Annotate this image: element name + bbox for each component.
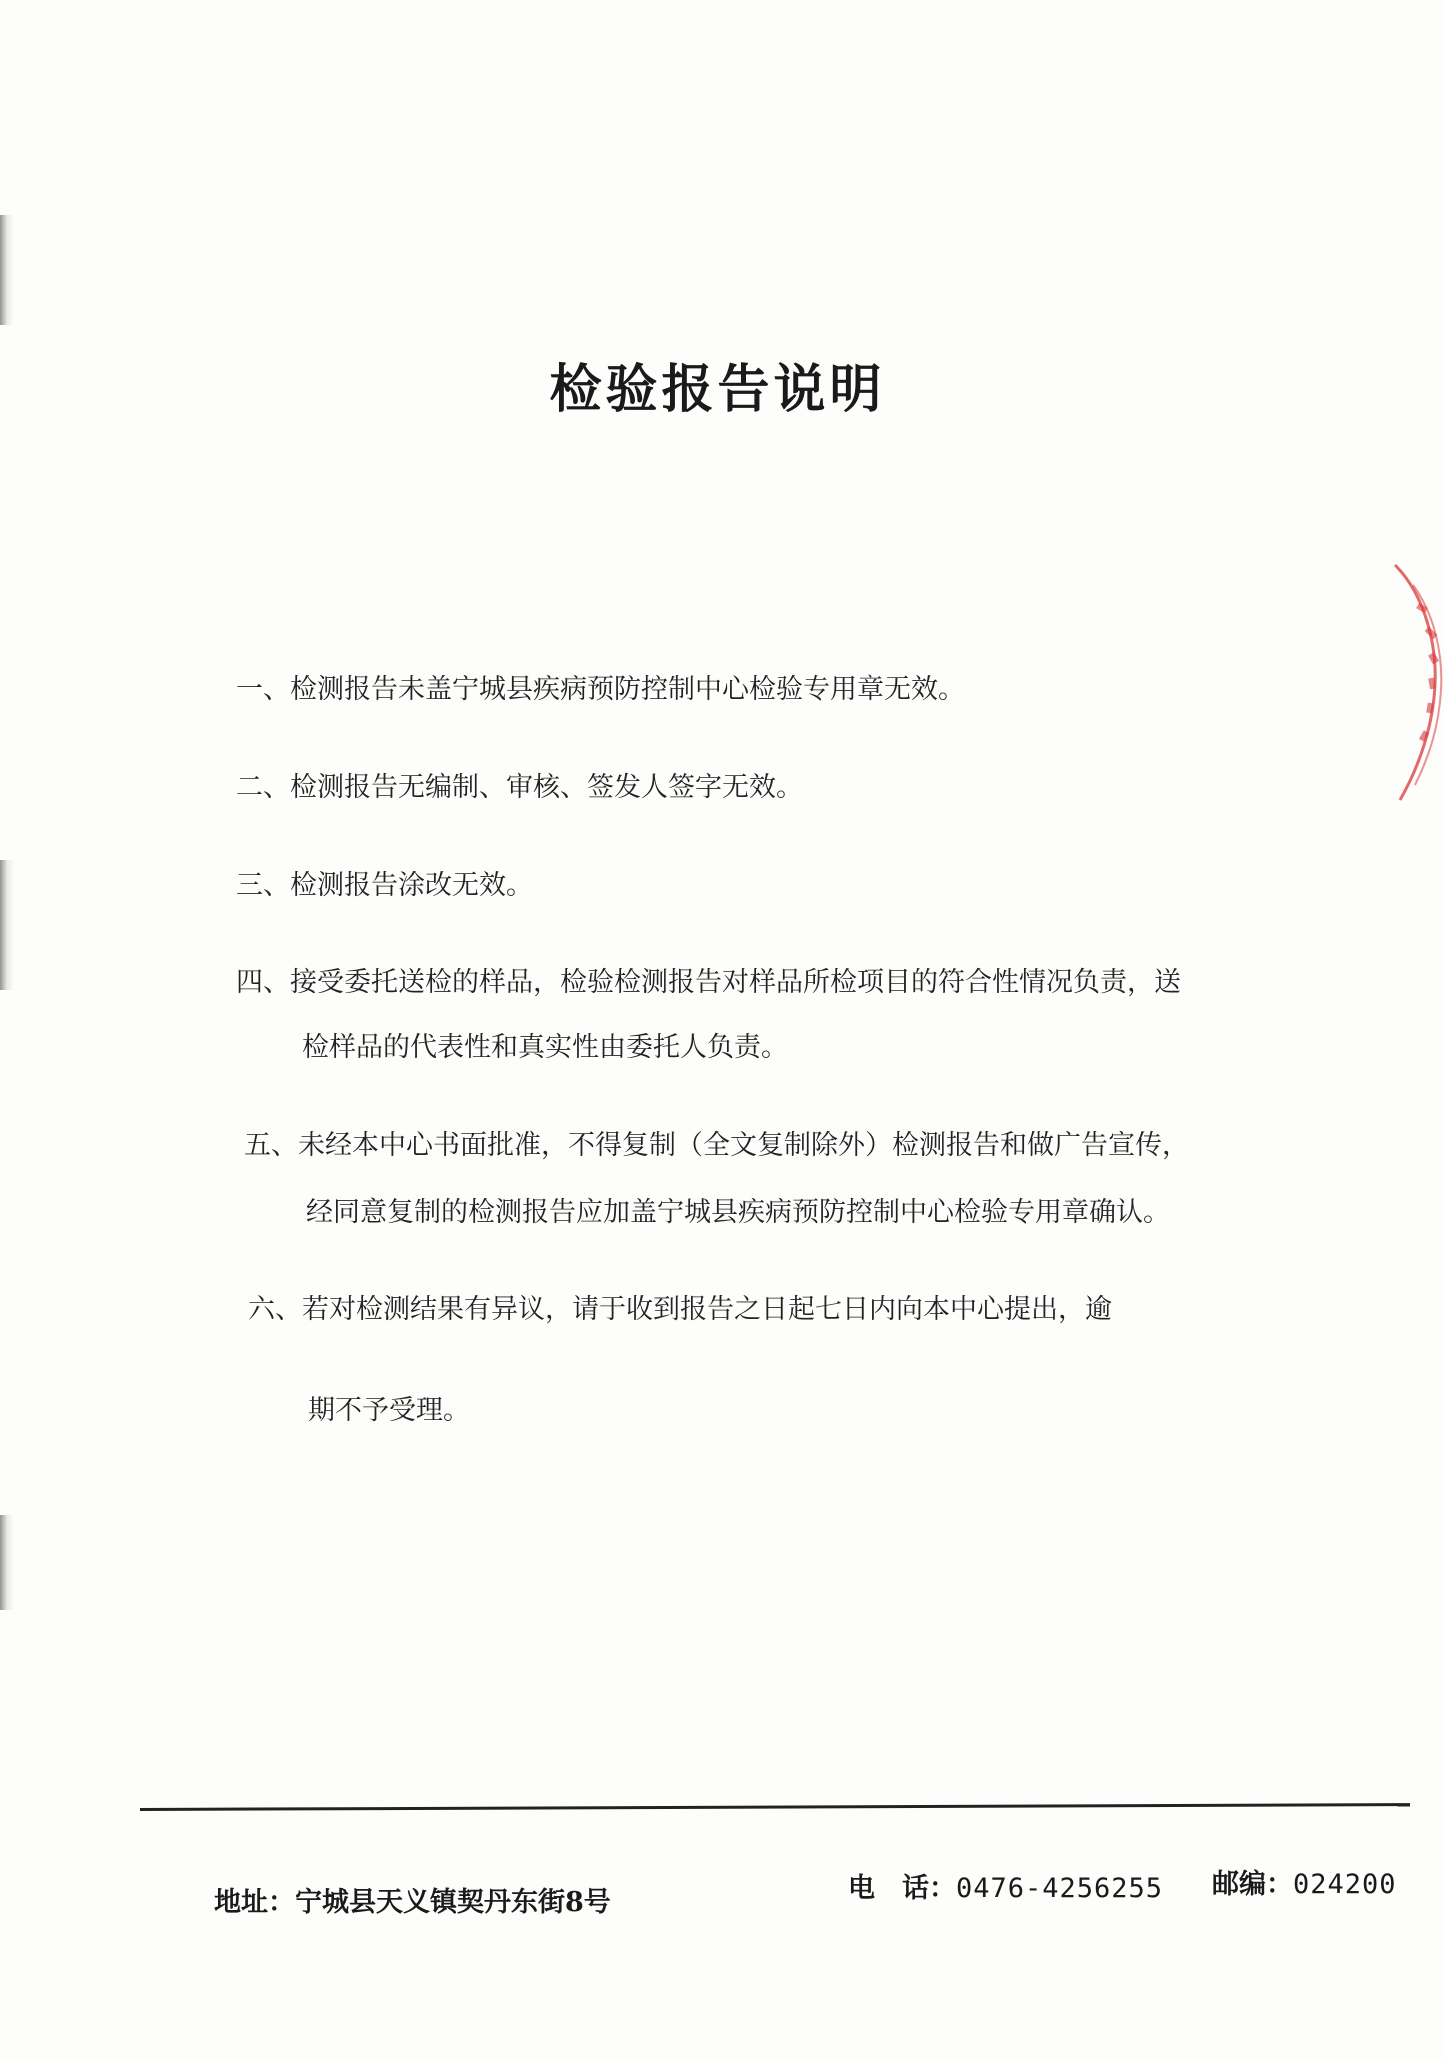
clause-text: 检测报告无编制、审核、签发人签字无效。	[290, 772, 803, 803]
clause-4-continuation: 检样品的代表性和真实性由委托人负责。	[302, 1032, 788, 1063]
clause-number: 三、	[236, 870, 290, 901]
clause-number: 二、	[236, 772, 290, 803]
clause-1	[236, 672, 965, 708]
clause-text: 若对检测结果有异议，请于收到报告之日起七日内向本中心提出，逾	[302, 1294, 1112, 1325]
clause-number: 五、	[244, 1130, 298, 1161]
address-label: 地址：	[214, 1887, 295, 1918]
clause-5-continuation: 经同意复制的检测报告应加盖宁城县疾病预防控制中心检验专用章确认。	[306, 1197, 1170, 1228]
clause-number: 一、	[236, 674, 290, 705]
phone-label: 电 话：	[848, 1873, 956, 1904]
clause-text: 接受委托送检的样品，检验检测报告对样品所检项目的符合性情况负责，送	[290, 967, 1181, 998]
clause-text: 检测报告涂改无效。	[290, 870, 533, 901]
clause-5	[244, 1128, 1189, 1164]
red-seal-stamp	[1375, 555, 1445, 805]
page-title: 检验报告说明	[549, 359, 886, 420]
phone-value: 0476-4256255	[956, 1873, 1164, 1904]
footer-address	[214, 1880, 611, 1919]
postcode-value: 024200	[1293, 1869, 1397, 1900]
footer-divider	[140, 1803, 1410, 1811]
clause-number: 六、	[248, 1294, 302, 1325]
clause-4	[236, 965, 1181, 1001]
footer-postcode	[1212, 1862, 1397, 1901]
clause-6	[248, 1292, 1112, 1328]
clause-6-continuation: 期不予受理。	[308, 1395, 470, 1426]
address-value: 宁城县天义镇契丹东街8号	[295, 1887, 611, 1918]
clause-2	[236, 770, 803, 806]
clause-text: 检测报告未盖宁城县疾病预防控制中心检验专用章无效。	[290, 674, 965, 705]
postcode-label: 邮编：	[1212, 1869, 1293, 1900]
scan-edge-artifact	[0, 860, 14, 990]
scan-edge-artifact	[0, 215, 14, 325]
scan-edge-artifact	[0, 1515, 14, 1610]
clause-number: 四、	[236, 967, 290, 998]
clause-text: 未经本中心书面批准，不得复制（全文复制除外）检测报告和做广告宣传，	[298, 1130, 1189, 1161]
clause-3	[236, 868, 533, 904]
footer-phone	[848, 1866, 1163, 1905]
